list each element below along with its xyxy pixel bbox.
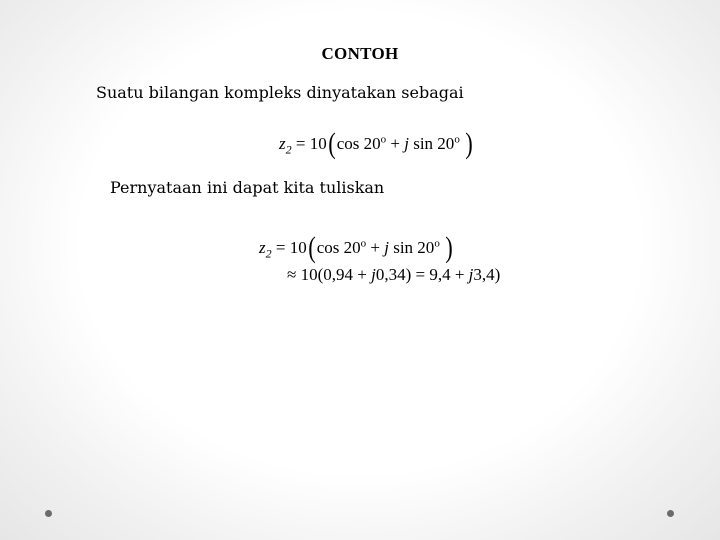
equation-2 bbox=[259, 233, 454, 263]
eq2-equals: = 10 bbox=[271, 238, 307, 257]
eq3-j2: j bbox=[468, 265, 474, 284]
eq1-sin: sin 20 bbox=[408, 134, 455, 153]
equation-3 bbox=[287, 266, 500, 283]
eq1-variable: $z_2$ bbox=[279, 134, 292, 157]
eq3-mid: 0,34) = 9,4 + bbox=[375, 265, 469, 284]
equation-1 bbox=[279, 129, 474, 159]
eq1-cos: cos 20 bbox=[336, 134, 381, 153]
slide-title: CONTOH bbox=[321, 44, 399, 63]
eq2-j: j bbox=[384, 238, 389, 257]
eq1-plus: + bbox=[386, 134, 405, 153]
eq3-approx: ≈ 10(0,94 + bbox=[287, 265, 372, 284]
eq1-j: j bbox=[404, 134, 409, 153]
eq2-variable: $z_2$ bbox=[259, 238, 272, 261]
bullet-dot-right bbox=[667, 510, 674, 517]
eq2-sin: sin 20 bbox=[388, 238, 435, 257]
second-paragraph: Pernyataan ini dapat kita tuliskan bbox=[110, 178, 385, 197]
eq1-degree-2: o bbox=[454, 133, 460, 146]
eq1-equals: = 10 bbox=[291, 134, 327, 153]
eq1-close-paren: ) bbox=[465, 127, 473, 160]
eq2-close-paren: ) bbox=[445, 231, 453, 264]
eq2-open-paren: ( bbox=[307, 231, 316, 264]
eq2-degree: o bbox=[360, 237, 367, 250]
bullet-dot-left bbox=[45, 510, 52, 517]
eq1-open-paren: ( bbox=[327, 127, 336, 160]
intro-paragraph: Suatu bilangan kompleks dinyatakan sebagai bbox=[96, 83, 464, 102]
eq3-j1: j bbox=[371, 265, 376, 284]
eq3-end: 3,4) bbox=[473, 265, 501, 284]
eq2-plus: + bbox=[366, 238, 385, 257]
eq2-degree-2: o bbox=[434, 237, 440, 250]
eq2-cos: cos 20 bbox=[316, 238, 361, 257]
eq1-degree: o bbox=[380, 133, 387, 146]
